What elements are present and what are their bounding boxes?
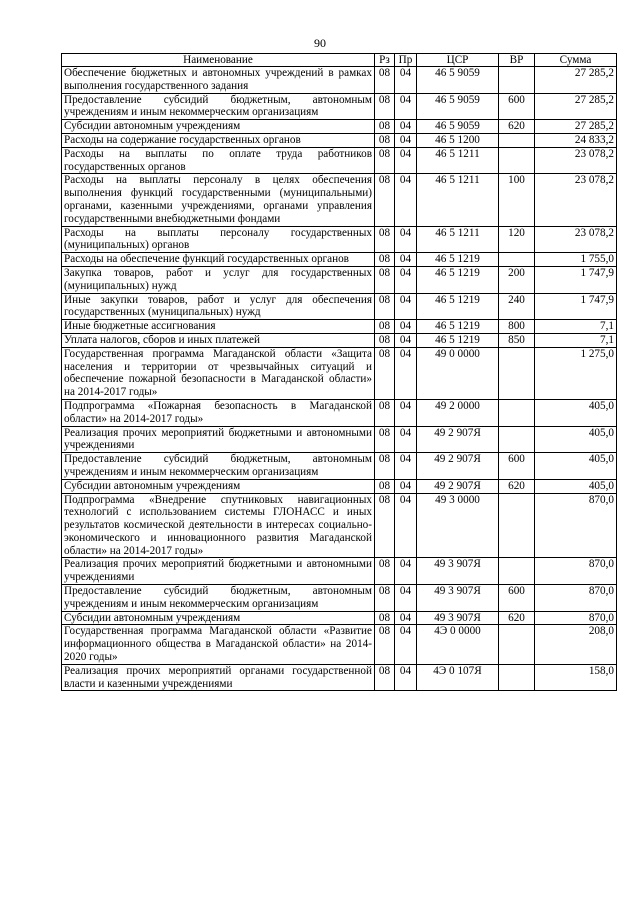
row-pr: 04 bbox=[395, 120, 417, 134]
row-name: Подпрограмма «Внедрение спутниковых навигационных технологий с использованием системы ГЛОНАСС и иных результатов космической деятельности в интересах социально-экономического и инновационного развития Магаданской области» на 2014-2017 годы» bbox=[62, 493, 375, 558]
row-vr: 100 bbox=[499, 174, 535, 226]
row-rz: 08 bbox=[375, 347, 395, 399]
row-pr: 04 bbox=[395, 479, 417, 493]
page-number: 90 bbox=[314, 36, 326, 50]
row-pr: 04 bbox=[395, 333, 417, 347]
row-csr: 46 5 1219 bbox=[417, 293, 499, 320]
row-sum: 23 078,2 bbox=[535, 147, 617, 174]
table-row bbox=[62, 453, 617, 480]
row-rz: 08 bbox=[375, 333, 395, 347]
row-sum: 27 285,2 bbox=[535, 67, 617, 94]
header-csr: ЦСР bbox=[417, 54, 499, 67]
header-sum: Сумма bbox=[535, 54, 617, 67]
row-rz: 08 bbox=[375, 453, 395, 480]
table-row bbox=[62, 293, 617, 320]
row-name: Государственная программа Магаданской области «Развитие информационного общества в Магаданской области» на 2014-2020 годы» bbox=[62, 625, 375, 664]
row-rz: 08 bbox=[375, 558, 395, 585]
row-pr: 04 bbox=[395, 611, 417, 625]
table-row bbox=[62, 558, 617, 585]
row-name: Расходы на выплаты по оплате труда работников государственных органов bbox=[62, 147, 375, 174]
header-vr: ВР bbox=[499, 54, 535, 67]
row-name: Иные бюджетные ассигнования bbox=[62, 320, 375, 334]
row-csr: 46 5 9059 bbox=[417, 67, 499, 94]
row-pr: 04 bbox=[395, 558, 417, 585]
row-pr: 04 bbox=[395, 67, 417, 94]
row-vr bbox=[499, 67, 535, 94]
row-csr: 49 3 0000 bbox=[417, 493, 499, 558]
row-sum: 1 747,9 bbox=[535, 293, 617, 320]
row-pr: 04 bbox=[395, 147, 417, 174]
row-vr bbox=[499, 347, 535, 399]
row-name: Расходы на обеспечение функций государственных органов bbox=[62, 253, 375, 267]
row-csr: 46 5 1200 bbox=[417, 133, 499, 147]
table-row bbox=[62, 320, 617, 334]
row-pr: 04 bbox=[395, 133, 417, 147]
row-csr: 49 0 0000 bbox=[417, 347, 499, 399]
row-csr: 49 2 907Я bbox=[417, 426, 499, 453]
row-pr: 04 bbox=[395, 399, 417, 426]
row-vr: 600 bbox=[499, 93, 535, 120]
row-pr: 04 bbox=[395, 664, 417, 691]
row-rz: 08 bbox=[375, 585, 395, 612]
row-rz: 08 bbox=[375, 625, 395, 664]
row-rz: 08 bbox=[375, 664, 395, 691]
row-pr: 04 bbox=[395, 493, 417, 558]
row-sum: 870,0 bbox=[535, 558, 617, 585]
table-row bbox=[62, 399, 617, 426]
row-name: Расходы на выплаты персоналу в целях обеспечения выполнения функций государственными (муниципальными) органами, казенными учреждениями, органами управления государственными внебюджетными фондами bbox=[62, 174, 375, 226]
row-sum: 405,0 bbox=[535, 399, 617, 426]
row-vr bbox=[499, 426, 535, 453]
row-name: Закупка товаров, работ и услуг для государственных (муниципальных) нужд bbox=[62, 266, 375, 293]
table-row bbox=[62, 133, 617, 147]
row-rz: 08 bbox=[375, 493, 395, 558]
row-vr bbox=[499, 493, 535, 558]
row-pr: 04 bbox=[395, 347, 417, 399]
row-sum: 208,0 bbox=[535, 625, 617, 664]
row-sum: 405,0 bbox=[535, 426, 617, 453]
table-row bbox=[62, 585, 617, 612]
row-csr: 4Э 0 0000 bbox=[417, 625, 499, 664]
row-sum: 7,1 bbox=[535, 320, 617, 334]
row-pr: 04 bbox=[395, 453, 417, 480]
row-csr: 49 3 907Я bbox=[417, 611, 499, 625]
row-vr bbox=[499, 664, 535, 691]
row-name: Предоставление субсидий бюджетным, автономным учреждениям и иным некоммерческим организациям bbox=[62, 93, 375, 120]
row-name: Обеспечение бюджетных и автономных учреждений в рамках выполнения государственного задания bbox=[62, 67, 375, 94]
header-row bbox=[62, 54, 617, 67]
table-row bbox=[62, 147, 617, 174]
table-header bbox=[62, 54, 617, 67]
row-csr: 49 2 0000 bbox=[417, 399, 499, 426]
row-sum: 23 078,2 bbox=[535, 174, 617, 226]
table-row bbox=[62, 266, 617, 293]
table-row bbox=[62, 253, 617, 267]
row-name: Подпрограмма «Пожарная безопасность в Магаданской области» на 2014-2017 годы» bbox=[62, 399, 375, 426]
row-vr bbox=[499, 558, 535, 585]
row-sum: 24 833,2 bbox=[535, 133, 617, 147]
row-rz: 08 bbox=[375, 147, 395, 174]
row-rz: 08 bbox=[375, 120, 395, 134]
table-row bbox=[62, 333, 617, 347]
row-vr: 620 bbox=[499, 611, 535, 625]
row-sum: 7,1 bbox=[535, 333, 617, 347]
row-pr: 04 bbox=[395, 266, 417, 293]
row-vr: 850 bbox=[499, 333, 535, 347]
row-name: Субсидии автономным учреждениям bbox=[62, 479, 375, 493]
table-row bbox=[62, 226, 617, 253]
table-row bbox=[62, 67, 617, 94]
row-sum: 27 285,2 bbox=[535, 93, 617, 120]
row-pr: 04 bbox=[395, 93, 417, 120]
row-vr: 240 bbox=[499, 293, 535, 320]
row-rz: 08 bbox=[375, 67, 395, 94]
header-name: Наименование bbox=[62, 54, 375, 67]
row-rz: 08 bbox=[375, 426, 395, 453]
row-csr: 46 5 1211 bbox=[417, 147, 499, 174]
row-sum: 1 755,0 bbox=[535, 253, 617, 267]
table-row bbox=[62, 625, 617, 664]
row-csr: 46 5 1219 bbox=[417, 266, 499, 293]
row-csr: 49 3 907Я bbox=[417, 585, 499, 612]
row-csr: 49 3 907Я bbox=[417, 558, 499, 585]
table-row bbox=[62, 426, 617, 453]
row-vr: 620 bbox=[499, 120, 535, 134]
row-sum: 405,0 bbox=[535, 453, 617, 480]
row-sum: 870,0 bbox=[535, 611, 617, 625]
row-name: Государственная программа Магаданской области «Защита населения и территории от чрезвычайных ситуаций и обеспечение пожарной безопасности в Магаданской области» на 2014-2017 годы» bbox=[62, 347, 375, 399]
row-vr bbox=[499, 133, 535, 147]
row-rz: 08 bbox=[375, 226, 395, 253]
table-row bbox=[62, 493, 617, 558]
row-pr: 04 bbox=[395, 426, 417, 453]
table-row bbox=[62, 611, 617, 625]
row-rz: 08 bbox=[375, 479, 395, 493]
row-rz: 08 bbox=[375, 93, 395, 120]
row-pr: 04 bbox=[395, 320, 417, 334]
row-csr: 4Э 0 107Я bbox=[417, 664, 499, 691]
table-row bbox=[62, 347, 617, 399]
row-pr: 04 bbox=[395, 585, 417, 612]
row-sum: 27 285,2 bbox=[535, 120, 617, 134]
header-pr: Пр bbox=[395, 54, 417, 67]
row-vr bbox=[499, 253, 535, 267]
row-name: Уплата налогов, сборов и иных платежей bbox=[62, 333, 375, 347]
row-sum: 158,0 bbox=[535, 664, 617, 691]
row-vr: 600 bbox=[499, 585, 535, 612]
row-csr: 49 2 907Я bbox=[417, 453, 499, 480]
row-rz: 08 bbox=[375, 293, 395, 320]
row-rz: 08 bbox=[375, 611, 395, 625]
row-vr: 600 bbox=[499, 453, 535, 480]
row-csr: 46 5 1219 bbox=[417, 253, 499, 267]
row-vr bbox=[499, 625, 535, 664]
row-sum: 1 275,0 bbox=[535, 347, 617, 399]
table-row bbox=[62, 120, 617, 134]
row-sum: 870,0 bbox=[535, 493, 617, 558]
row-pr: 04 bbox=[395, 293, 417, 320]
row-name: Субсидии автономным учреждениям bbox=[62, 611, 375, 625]
table-row bbox=[62, 479, 617, 493]
row-rz: 08 bbox=[375, 253, 395, 267]
row-pr: 04 bbox=[395, 174, 417, 226]
table-body bbox=[62, 67, 617, 691]
table-row bbox=[62, 93, 617, 120]
row-rz: 08 bbox=[375, 320, 395, 334]
budget-table bbox=[61, 53, 617, 691]
row-vr: 800 bbox=[499, 320, 535, 334]
row-vr: 200 bbox=[499, 266, 535, 293]
row-name: Субсидии автономным учреждениям bbox=[62, 120, 375, 134]
table-row bbox=[62, 664, 617, 691]
row-pr: 04 bbox=[395, 226, 417, 253]
row-rz: 08 bbox=[375, 399, 395, 426]
row-name: Расходы на выплаты персоналу государственных (муниципальных) органов bbox=[62, 226, 375, 253]
row-csr: 46 5 1219 bbox=[417, 333, 499, 347]
row-vr bbox=[499, 147, 535, 174]
row-name: Реализация прочих мероприятий органами государственной власти и казенными учреждениями bbox=[62, 664, 375, 691]
row-sum: 23 078,2 bbox=[535, 226, 617, 253]
row-vr bbox=[499, 399, 535, 426]
row-csr: 46 5 1219 bbox=[417, 320, 499, 334]
row-name: Предоставление субсидий бюджетным, автономным учреждениям и иным некоммерческим организациям bbox=[62, 453, 375, 480]
row-rz: 08 bbox=[375, 133, 395, 147]
row-csr: 46 5 1211 bbox=[417, 226, 499, 253]
row-rz: 08 bbox=[375, 174, 395, 226]
row-sum: 405,0 bbox=[535, 479, 617, 493]
row-vr: 120 bbox=[499, 226, 535, 253]
row-rz: 08 bbox=[375, 266, 395, 293]
row-csr: 46 5 9059 bbox=[417, 120, 499, 134]
row-csr: 46 5 1211 bbox=[417, 174, 499, 226]
row-sum: 1 747,9 bbox=[535, 266, 617, 293]
row-vr: 620 bbox=[499, 479, 535, 493]
header-rz: Рз bbox=[375, 54, 395, 67]
row-csr: 46 5 9059 bbox=[417, 93, 499, 120]
row-name: Реализация прочих мероприятий бюджетными и автономными учреждениями bbox=[62, 558, 375, 585]
row-name: Предоставление субсидий бюджетным, автономным учреждениям и иным некоммерческим организациям bbox=[62, 585, 375, 612]
row-sum: 870,0 bbox=[535, 585, 617, 612]
row-name: Иные закупки товаров, работ и услуг для обеспечения государственных (муниципальных) нужд bbox=[62, 293, 375, 320]
row-csr: 49 2 907Я bbox=[417, 479, 499, 493]
row-name: Реализация прочих мероприятий бюджетными и автономными учреждениями bbox=[62, 426, 375, 453]
row-name: Расходы на содержание государственных органов bbox=[62, 133, 375, 147]
row-pr: 04 bbox=[395, 625, 417, 664]
table-row bbox=[62, 174, 617, 226]
row-pr: 04 bbox=[395, 253, 417, 267]
